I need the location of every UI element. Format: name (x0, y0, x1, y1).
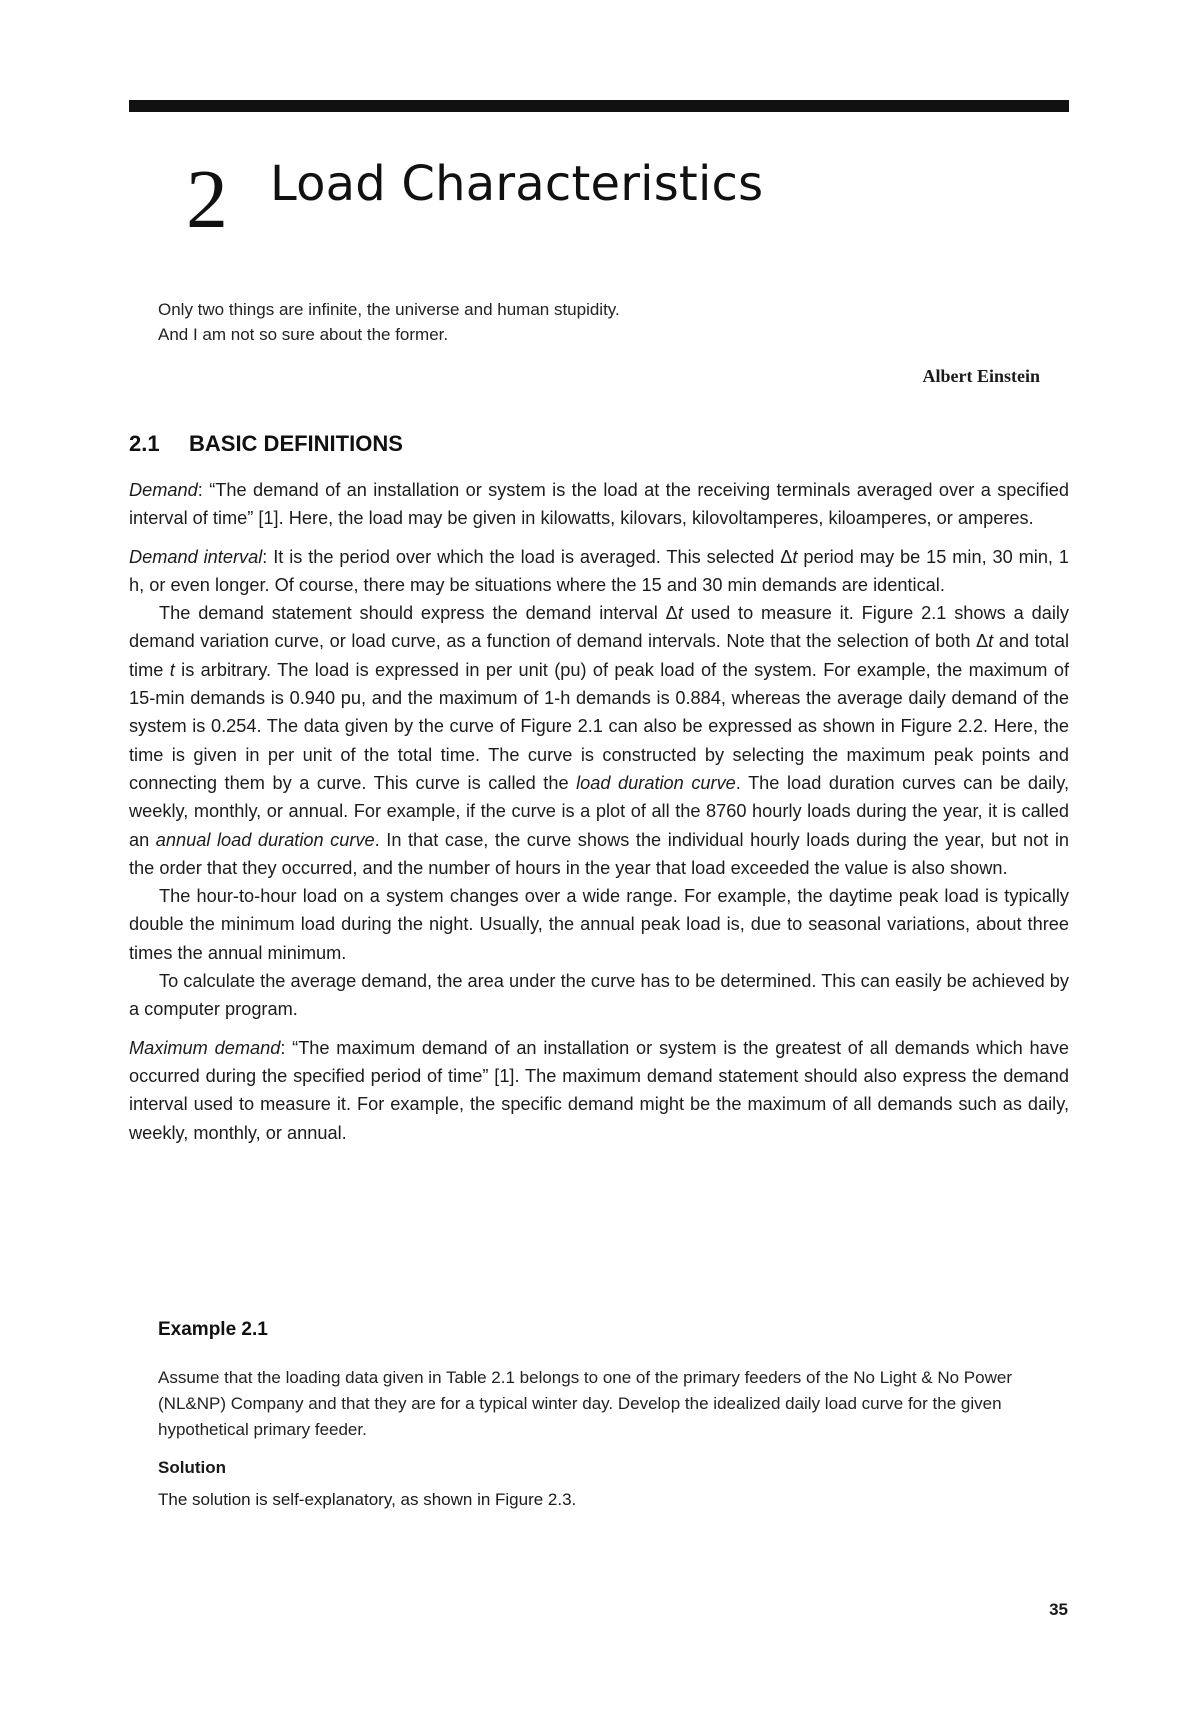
section-body (129, 476, 1069, 1147)
statement-text-1: The demand statement should express the demand interval Δ (159, 603, 678, 624)
chapter-heading (186, 148, 1066, 268)
maximum-demand-text: : “The maximum demand of an installation or system is the greatest of all demands which have occurred during the specified period of time” [1]. The maximum demand statement should also express the demand interval used to measure it. For example, the specific demand might be the maximum of all demands such as daily, weekly, monthly, or annual. (129, 1037, 1069, 1143)
epigraph-line-1: Only two things are infinite, the universe and human stupidity. (158, 300, 620, 319)
paragraph-demand-statement (129, 599, 1069, 882)
solution-text: The solution is self-explanatory, as shown in Figure 2.3. (158, 1490, 577, 1509)
statement-var-t3: t (169, 659, 175, 680)
paragraph-hourly-load: The hour-to-hour load on a system changes over a wide range. For example, the daytime peak load is typically double the minimum load during the night. Usually, the annual peak load is, due to seasonal variations, about three times the annual minimum. (129, 886, 1069, 963)
term-demand: Demand (129, 480, 198, 500)
chapter-top-rule (129, 100, 1069, 112)
section-number: 2.1 (129, 431, 160, 456)
paragraph-average-demand: To calculate the average demand, the area under the curve has to be determined. This can easily be achieved by a computer program. (129, 971, 1069, 1020)
paragraph-demand (129, 476, 1069, 533)
section-title: BASIC DEFINITIONS (189, 431, 403, 456)
demand-definition-text: : “The demand of an installation or system is the load at the receiving terminals averaged over a specified interval of time” [1]. Here, the load may be given in kilowatts, kilovars, kilovoltamperes, kiloamperes, or amperes. (129, 480, 1069, 529)
epigraph-line-2: And I am not so sure about the former. (158, 325, 449, 344)
interval-text-1: : It is the period over which the load is averaged. This selected Δ (262, 546, 793, 567)
example-title: Example 2.1 (158, 1319, 268, 1340)
chapter-number: 2 (186, 153, 228, 246)
statement-var-t2: t (988, 631, 994, 652)
epigraph (158, 297, 1038, 347)
term-demand-interval: Demand interval (129, 546, 263, 567)
statement-text-4: is arbitrary. The load is expressed in per unit (pu) of peak load of the system. For example, the maximum of 15-min demands is 0.940 pu, and the maximum of 1-h demands is 0.884, whereas the average daily demand of the system is 0.254. The data given by the curve of Figure 2.1 can also be expressed as shown in Figure 2.2. Here, the time is given in per unit of the total time. The curve is constructed by selecting the maximum peak points and connecting them by a curve. This curve is called the (129, 659, 1069, 793)
term-maximum-demand: Maximum demand (129, 1037, 281, 1058)
term-load-duration-curve: load duration curve (576, 772, 736, 793)
interval-var-t: t (792, 546, 798, 567)
paragraph-demand-interval (129, 543, 1069, 600)
interval-text-2: period may be 15 min, 30 min, 1 h, or even longer. Of course, there may be situations where the 15 and 30 min demands are identical. (129, 546, 1069, 595)
solution-heading: Solution (158, 1458, 226, 1477)
example-block (158, 1317, 1063, 1513)
statement-text-6: . In that case, the curve shows the individual hourly loads during the year, but not in the order that they occurred, and the number of hours in the year that load exceeded the value is also shown. (129, 829, 1069, 878)
statement-text-3: and total time (129, 631, 1069, 680)
section-heading (129, 429, 403, 459)
term-annual-load-duration-curve: annual load duration curve (155, 829, 375, 850)
epigraph-author: Albert Einstein (922, 366, 1040, 386)
statement-text-5: . The load duration curves can be daily, weekly, monthly, or annual. For example, if the curve is a plot of all the 8760 hourly loads during the year, it is called an (129, 772, 1069, 850)
example-body: Assume that the loading data given in Table 2.1 belongs to one of the primary feeders of the No Light & No Power (NL&NP) Company and that they are for a typical winter day. Develop the idealized daily load curve for the given hypothetical primary feeder. (158, 1368, 1012, 1439)
page-number: 35 (1049, 1600, 1068, 1619)
chapter-title: Load Characteristics (270, 156, 764, 212)
paragraph-maximum-demand (129, 1034, 1069, 1147)
statement-text-2: used to measure it. Figure 2.1 shows a daily demand variation curve, or load curve, as a function of demand intervals. Note that the selection of both Δ (129, 603, 1069, 652)
statement-var-t1: t (677, 603, 683, 624)
